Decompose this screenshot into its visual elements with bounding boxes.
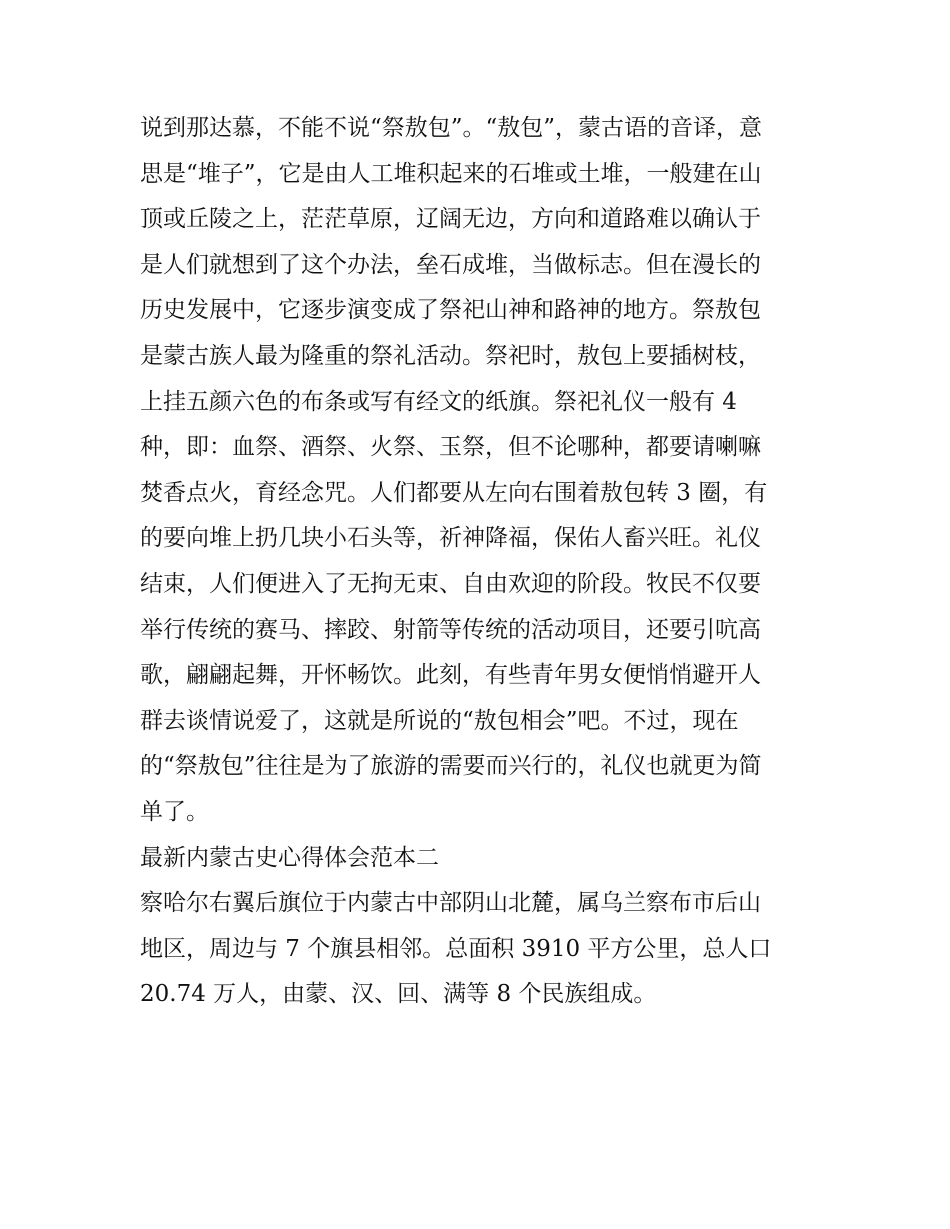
text-line: 群去谈情说爱了，这就是所说的“敖包相会”吧。不过，现在 [140,707,739,734]
text-line: 20.74 万人，由蒙、汉、回、满等 8 个民族组成。 [140,981,657,1008]
text-line: 顶或丘陵之上，茫茫草原，辽阔无边，方向和道路难以确认于 [140,206,761,233]
document-page [140,106,820,1018]
text-line: 察哈尔右翼后旗位于内蒙古中部阴山北麓，属乌兰察布市后山 [140,890,761,917]
text-line: 是蒙古族人最为隆重的祭礼活动。祭祀时，敖包上要插树枝， [140,342,761,369]
paragraph-chahar-right-rear-banner [140,881,820,1018]
section-heading: 最新内蒙古史心得体会范本二 [140,844,439,871]
text-line: 的要向堆上扔几块小石头等，祈神降福，保佑人畜兴旺。礼仪 [140,525,761,552]
text-line: 上挂五颜六色的布条或写有经文的纸旗。祭祀礼仪一般有 4 [140,388,737,415]
text-line: 历史发展中，它逐步演变成了祭祀山神和路神的地方。祭敖包 [140,297,761,324]
text-line: 举行传统的赛马、摔跤、射箭等传统的活动项目，还要引吭高 [140,616,761,643]
paragraph-naadam-aobao [140,106,820,836]
text-line: 种，即：血祭、酒祭、火祭、玉祭，但不论哪种，都要请喇嘛 [140,434,761,461]
text-line: 思是“堆子”，它是由人工堆积起来的石堆或土堆，一般建在山 [140,160,762,187]
text-line: 结束，人们便进入了无拘无束、自由欢迎的阶段。牧民不仅要 [140,570,761,597]
text-line: 地区，周边与 7 个旗县相邻。总面积 3910 平方公里，总人口 [140,935,772,962]
text-line: 的“祭敖包”往往是为了旅游的需要而兴行的，礼仪也就更为简 [140,753,762,780]
text-line: 单了。 [140,798,209,825]
text-line: 焚香点火，育经念咒。人们都要从左向右围着敖包转 3 圈，有 [140,479,768,506]
text-line: 是人们就想到了这个办法，垒石成堆，当做标志。但在漫长的 [140,251,761,278]
text-line: 说到那达慕，不能不说“祭敖包”。“敖包”，蒙古语的音译，意 [140,115,763,141]
text-line: 歌，翩翩起舞，开怀畅饮。此刻，有些青年男女便悄悄避开人 [140,662,761,689]
